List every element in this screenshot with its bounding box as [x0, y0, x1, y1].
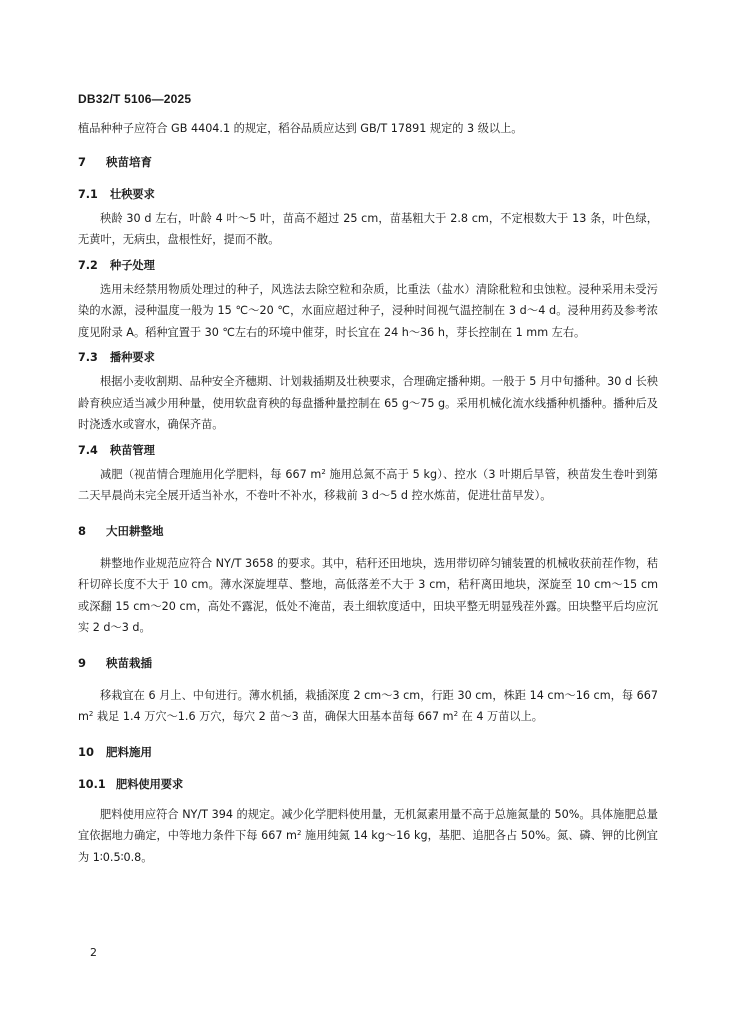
section-7-4-heading	[78, 442, 658, 458]
section-number: 9	[78, 655, 87, 670]
document-code: DB32/T 5106—2025	[78, 92, 192, 106]
text-run: 栽足 1.4 万穴～1.6 万穴，每穴 2 苗～3 苗，确保大田基本苗每 667 m	[93, 710, 454, 723]
superscript: 2	[88, 710, 94, 718]
section-9-paragraph	[78, 685, 658, 728]
section-10-heading	[78, 744, 658, 760]
section-number: 7	[78, 154, 87, 169]
section-number: 7.4	[78, 443, 98, 457]
section-title: 秧苗栽插	[106, 655, 152, 670]
section-7-3-paragraph: 根据小麦收割期、品种安全齐穗期、计划栽插期及壮秧要求，合理确定播种期。一般于 5 月中旬播种。30 d 长秧龄育秧应适当减少用种量，使用软盘育秧的每盘播种量控制在 65 g～75 g。采用机械化流水线播种机播种。播种后及时浇透水或窨水，确保齐苗。	[78, 375, 658, 431]
section-title: 大田耕整地	[106, 523, 164, 538]
text-run: 施用总氮不高于 5 kg）、控水（3 叶期后旱管，秧苗发生卷叶到第二天早晨尚未完全展开适当补水，不卷叶不补水，移栽前 3 d～5 d 控水炼苗，促进壮苗早发）。	[78, 467, 658, 502]
text-run: 在 4 万苗以上。	[458, 710, 543, 723]
section-number: 10	[78, 744, 95, 759]
section-10-1-paragraph	[78, 804, 658, 869]
superscript: 2	[453, 710, 459, 718]
page-number: 2	[90, 946, 97, 959]
section-7-1-heading	[78, 186, 658, 202]
section-number: 7.1	[78, 187, 98, 201]
document-body	[78, 118, 658, 868]
section-7-2-paragraph: 选用未经禁用物质处理过的种子，风选法去除空粒和杂质，比重法（盐水）清除秕粒和虫蚀粒。浸种采用未受污染的水源，浸种温度一般为 15 ℃～20 ℃，水面应超过种子，浸种时间视气温控制在 3 d～4 d。浸种用药及参考浓度见附录 A。稻种宜置于 30 ℃左右的环境中催芽，时长宜在 24 h～36 h，芽长控制在 1 mm 左右。	[78, 282, 658, 339]
section-8-paragraph: 耕整地作业规范应符合 NY/T 3658 的要求。其中，秸秆还田地块，选用带切碎匀铺装置的机械收获前茬作物，秸秆切碎长度不大于 10 cm。薄水深旋埋草、整地，高低落差不大于 3 cm，秸秆离田地块，深旋至 10 cm～15 cm 或深翻 15 cm～20 cm，高处不露泥，低处不淹苗，表土细软度适中，田块平整无明显残茬外露。田块整平后均应沉实 2 d～3 d。	[78, 556, 658, 634]
text-run: 减肥（视苗情合理施用化学肥料，每 667 m	[100, 467, 322, 481]
section-title: 肥料使用要求	[116, 777, 184, 791]
section-7-3-heading	[78, 349, 658, 365]
text-run: 施用纯氮 14 kg～16 kg，基肥、追肥各占 50%。氮、磷、钾的比例宜为 1∶0.5∶0.8。	[78, 829, 658, 864]
section-title: 播种要求	[110, 351, 155, 364]
section-8-heading	[78, 523, 658, 539]
section-7-2-heading	[78, 257, 658, 273]
section-7-4-paragraph	[78, 464, 658, 507]
section-title: 种子处理	[110, 258, 155, 272]
section-number: 7.2	[78, 258, 98, 272]
text-run: 移栽宜在 6 月上、中旬进行。薄水机插，栽插深度 2 cm～3 cm，行距 30 cm，株距 14 cm～16 cm，每 667 m	[78, 688, 658, 723]
superscript: 2	[296, 829, 302, 837]
section-7-1-paragraph: 秧龄 30 d 左右，叶龄 4 叶～5 叶，苗高不超过 25 cm，苗基粗大于 2.8 cm，不定根数大于 13 条，叶色绿，无黄叶，无病虫，盘根性好，提而不散。	[78, 211, 658, 246]
superscript: 2	[321, 467, 326, 476]
section-9-heading	[78, 655, 658, 671]
text-run: 肥料使用应符合 NY/T 394 的规定。减少化学肥料使用量，无机氮素用量不高于总施氮量的 50%。具体施肥总量宜依据地力确定，中等地力条件下每 667 m	[78, 807, 658, 842]
section-number: 8	[78, 523, 87, 538]
section-7-heading	[78, 154, 658, 170]
section-title: 秧苗管理	[110, 443, 155, 457]
section-number: 10.1	[78, 777, 106, 791]
section-title: 肥料施用	[106, 744, 152, 759]
section-title: 壮秧要求	[110, 187, 155, 201]
section-10-1-heading	[78, 776, 658, 792]
section-title: 秧苗培育	[106, 154, 152, 169]
section-number: 7.3	[78, 351, 98, 364]
intro-paragraph: 植品种种子应符合 GB 4404.1 的规定，稻谷品质应达到 GB/T 17891 规定的 3 级以上。	[78, 122, 523, 135]
